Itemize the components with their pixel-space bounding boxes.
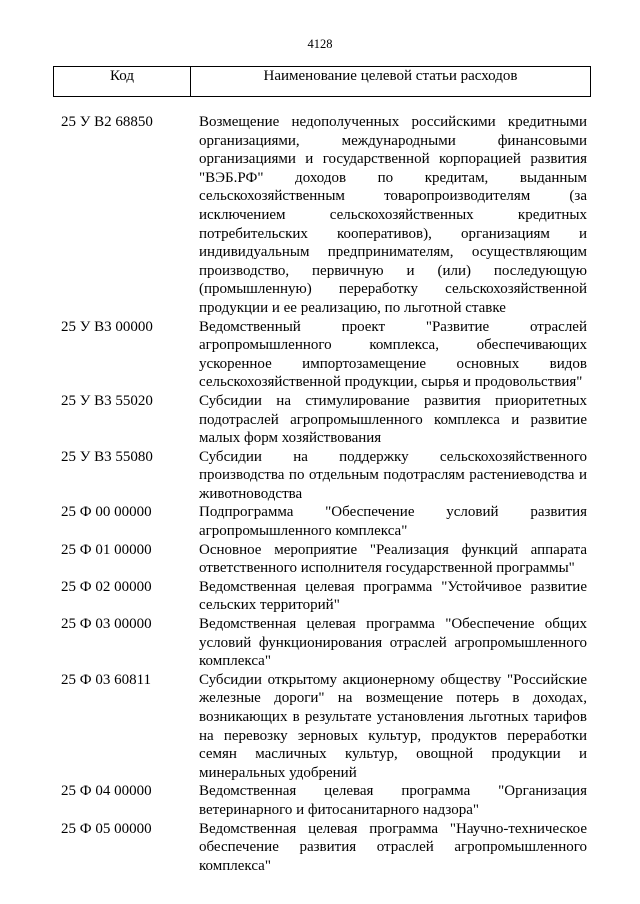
row-name: Возмещение недополученных российскими кредитными организациями, международными финансовыми организациями и государственной корпорацией развития "ВЭБ.РФ" доходов по кредитам, выданным сельскохозяйственным товаропроизводителям (за исключением сельскохозяйственных кредитных потребительских кооперативов), организациям и индивидуальным предпринимателям, осуществляющим производство, первичную и (или) последующую (промышленную) переработку сельскохозяйственной продукции и ее реализацию, по льготной ставке <box>199 114 587 316</box>
row-code: 25 Ф 04 00000 <box>61 783 152 800</box>
table-row <box>0 615 640 671</box>
table-row <box>0 820 640 876</box>
row-code: 25 У В2 68850 <box>61 114 153 130</box>
table-header <box>53 66 591 97</box>
row-name: Ведомственный проект "Развитие отраслей агропромышленного комплекса, обеспечивающих ускоренное импортозамещение основных видов сельскохозяйственной продукции, сырья и продовольствия" <box>199 318 587 391</box>
row-code: 25 У В3 55020 <box>61 392 153 409</box>
row-code: 25 Ф 03 60811 <box>61 671 152 688</box>
header-name-label: Наименование целевой статьи расходов <box>263 68 518 84</box>
row-name: Ведомственная целевая программа "Научно-техническое обеспечение развития отраслей агропромышленного комплекса" <box>199 820 587 874</box>
table-row <box>0 578 640 615</box>
page-number: 4128 <box>307 37 333 51</box>
row-name: Субсидии на стимулирование развития приоритетных подотраслей агропромышленного комплекса и развитие малых форм хозяйствования <box>199 392 587 447</box>
row-code: 25 Ф 01 00000 <box>61 541 152 558</box>
row-name: Субсидии на поддержку сельскохозяйственного производства по отдельным подотраслям растениеводства и животноводства <box>199 448 587 502</box>
table-row <box>0 503 640 540</box>
row-code: 25 У В3 55080 <box>61 448 153 465</box>
table-row <box>0 782 640 819</box>
table-row <box>0 541 640 578</box>
row-code: 25 У В3 00000 <box>61 318 153 335</box>
row-name: Субсидии открытому акционерному обществу "Российские железные дороги" на возмещение потерь в доходах, возникающих в результате установления льготных тарифов на перевозку зерновых культур, продуктов переработки семян масличных культур, овощной продукции и минеральных удобрений <box>199 671 587 781</box>
row-code: 25 Ф 00 00000 <box>61 504 152 521</box>
table-row <box>0 113 640 318</box>
row-name: Подпрограмма "Обеспечение условий развития агропромышленного комплекса" <box>199 504 587 540</box>
table-row <box>0 318 640 392</box>
table-row <box>0 392 640 448</box>
row-name: Ведомственная целевая программа "Обеспечение общих условий функционирования отраслей агропромышленного комплекса" <box>199 616 587 670</box>
table-body <box>0 113 640 875</box>
row-name: Ведомственная целевая программа "Устойчивое развитие сельских территорий" <box>199 578 587 614</box>
header-code-label: Код <box>54 67 191 96</box>
table-row <box>0 448 640 504</box>
table-row <box>0 671 640 783</box>
row-code: 25 Ф 03 00000 <box>61 616 152 633</box>
row-code: 25 Ф 02 00000 <box>61 578 152 595</box>
row-code: 25 Ф 05 00000 <box>61 820 152 837</box>
row-name: Ведомственная целевая программа "Организация ветеринарного и фитосанитарного надзора" <box>199 783 587 818</box>
row-name: Основное мероприятие "Реализация функций аппарата ответственного исполнителя государственной программы" <box>199 541 587 577</box>
